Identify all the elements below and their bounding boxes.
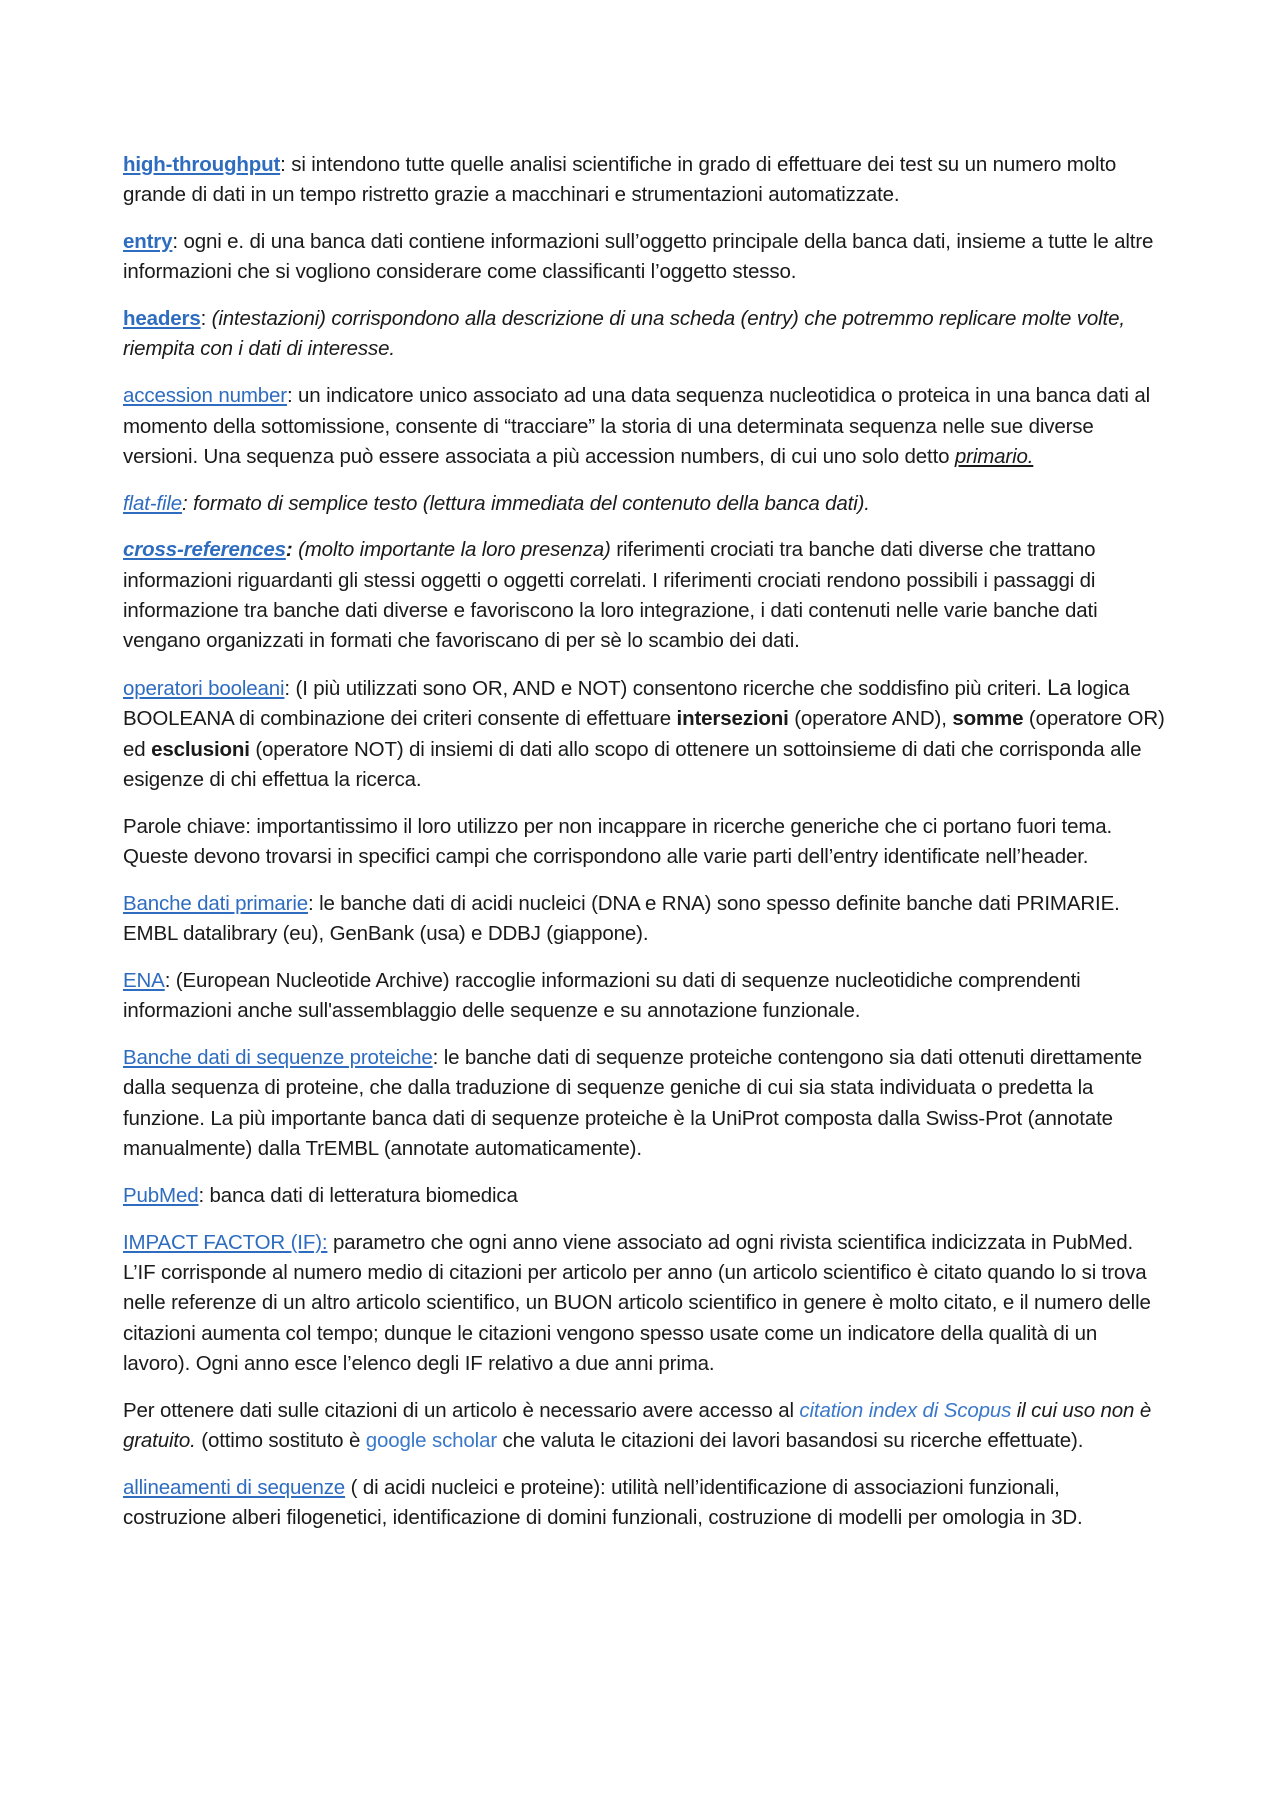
term-cross-references[interactable]: cross-references	[123, 538, 286, 562]
term-flat-file[interactable]: flat-file	[123, 491, 183, 515]
link-google-scholar[interactable]: google scholar	[365, 1428, 498, 1452]
definition-text-3: (operatore AND),	[788, 707, 953, 731]
definition-colon: :	[285, 538, 293, 562]
definition-accession-number	[123, 381, 1168, 472]
link-citation-index-scopus[interactable]: citation index di Scopus	[799, 1398, 1012, 1422]
definition-text-2: logica BOOLEANA di combinazione dei criteri consente di effettuare	[123, 677, 1130, 731]
definition-text-italic: (molto importante la loro presenza)	[292, 538, 611, 562]
document-page	[123, 150, 1168, 1550]
definition-text-1: : (I più utilizzati sono OR, AND e NOT) consentono ricerche che soddisfino più criteri.	[284, 677, 1048, 701]
definition-separator: :	[200, 307, 212, 331]
bold-esclusioni: esclusioni	[151, 737, 250, 761]
definition-text: : (European Nucleotide Archive) raccoglie informazioni su dati di sequenze nucleotidiche comprendenti informazioni anche sull'assemblaggio delle sequenze e su annotazione funzionale.	[123, 969, 1081, 1023]
term-allineamenti[interactable]: allineamenti di sequenze	[123, 1475, 346, 1499]
term-operatori-booleani[interactable]: operatori booleani	[123, 677, 285, 701]
paragraph-text-2: (ottimo sostituto è	[195, 1428, 366, 1452]
definition-text-5: (operatore NOT) di insiemi di dati allo scopo di ottenere un sottoinsieme di dati che corrisponda alle esigenze di chi effettua la ricerca.	[123, 737, 1142, 792]
definition-text: riferimenti crociati tra banche dati diverse che trattano informazioni riguardanti gli stessi oggetti o oggetti correlati. I riferimenti crociati rendono possibili i passaggi di informazione tra banche dati diverse e favoriscono la loro integrazione, i dati contenuti nelle varie banche dati vengano organizzati in formati che favoriscano di per sè lo scambio dei dati.	[123, 538, 1098, 653]
definition-text-italic: (intestazioni) corrispondono alla descrizione di una scheda (entry) che potremmo replicare molte volte, riempita con i dati di interesse.	[123, 307, 1125, 361]
paragraph-text-3: che valuta le citazioni dei lavori basandosi su ricerche effettuate).	[497, 1428, 1084, 1452]
definition-text: parametro che ogni anno viene associato ad ogni rivista scientifica indicizzata in PubMed. L’IF corrisponde al numero medio di citazioni per articolo per anno (un articolo scientifico è citato quando lo si trova nelle referenze di un altro articolo scientifico, un BUON articolo scientifico in genere è molto citato, e il numero delle citazioni aumenta col tempo; dunque le citazioni vengono spesso usate come un indicatore della qualità di un lavoro). Ogni anno esce l’elenco degli IF relativo a due anni prima.	[123, 1230, 1151, 1375]
term-high-throughput[interactable]: high-throughput	[123, 153, 281, 176]
term-banche-primarie[interactable]: Banche dati primarie	[123, 891, 309, 915]
paragraph-text-1: Per ottenere dati sulle citazioni di un articolo è necessario avere accesso al	[123, 1398, 800, 1422]
definition-cross-references	[123, 535, 1168, 656]
paragraph-parole-chiave	[123, 812, 1168, 873]
definition-high-throughput	[123, 150, 1168, 211]
paragraph-text-italic: il cui uso non è gratuito.	[123, 1398, 1152, 1452]
paragraph-text: Parole chiave: importantissimo il loro utilizzo per non incappare in ricerche generiche che ci portano fuori tema. Queste devono trovarsi in specifici campi che corrispondono alle varie parti dell’entry identificate nell’header.	[123, 814, 1113, 869]
term-impact-factor[interactable]: IMPACT FACTOR (IF):	[123, 1230, 328, 1254]
definition-text: : le banche dati di sequenze proteiche contengono sia dati ottenuti direttamente dalla sequenza di proteine, che dalla traduzione di sequenze geniche di cui sia stata individuata o predetta la funzione. La più importante banca dati di sequenze proteiche è la UniProt composta dalla Swiss-Prot (annotate manualmente) dalla TrEMBL (annotate automaticamente).	[123, 1046, 1143, 1161]
definition-text: : le banche dati di acidi nucleici (DNA e RNA) sono spesso definite banche dati PRIMARIE. EMBL datalibrary (eu), GenBank (usa) e DDBJ (giappone).	[123, 891, 1120, 946]
paragraph-citazioni	[123, 1396, 1168, 1457]
emphasis-primario: primario.	[954, 444, 1034, 468]
bold-intersezioni: intersezioni	[676, 707, 789, 731]
definition-ena	[123, 966, 1168, 1027]
term-pubmed[interactable]: PubMed	[123, 1183, 199, 1207]
definition-headers	[123, 304, 1168, 365]
definition-text: : banca dati di letteratura biomedica	[198, 1183, 518, 1207]
term-banche-proteiche[interactable]: Banche dati di sequenze proteiche	[123, 1046, 433, 1070]
definition-operatori-booleani	[123, 673, 1168, 795]
term-ena[interactable]: ENA	[123, 969, 165, 993]
term-headers[interactable]: headers	[123, 307, 201, 331]
definition-allineamenti	[123, 1473, 1168, 1534]
bold-somme: somme	[952, 707, 1024, 731]
definition-banche-primarie	[123, 889, 1168, 950]
term-accession-number[interactable]: accession number	[123, 384, 287, 408]
definition-flat-file	[123, 489, 1168, 519]
term-entry[interactable]: entry	[123, 230, 173, 254]
definition-impact-factor	[123, 1228, 1168, 1379]
definition-banche-proteiche	[123, 1043, 1168, 1164]
definition-pubmed	[123, 1181, 1168, 1211]
definition-text: : si intendono tutte quelle analisi scientifiche in grado di effettuare dei test su un numero molto grande di dati in un tempo ristretto grazie a macchinari e strumentazioni automatizzate.	[123, 153, 1117, 207]
definition-text: : un indicatore unico associato ad una data sequenza nucleotidica o proteica in una banca dati al momento della sottomissione, consente di “tracciare” la storia di una determinata sequenza nelle sue diverse versioni. Una sequenza può essere associata a più accession numbers, di cui uno solo detto	[123, 384, 1150, 468]
definition-text: ( di acidi nucleici e proteine): utilità nell’identificazione di associazioni funzionali, costruzione alberi filogenetici, identificazione di domini funzionali, costruzione di modelli per omologia in 3D.	[123, 1475, 1083, 1529]
definition-text-italic: : formato di semplice testo (lettura immediata del contenuto della banca dati).	[182, 491, 870, 515]
definition-text-la: La	[1047, 675, 1072, 701]
definition-text: : ogni e. di una banca dati contiene informazioni sull’oggetto principale della banca dati, insieme a tutte le altre informazioni che si vogliono considerare come classificanti l’oggetto stesso.	[123, 230, 1154, 284]
definition-entry	[123, 227, 1168, 288]
definition-text-4: (operatore OR) ed	[123, 707, 1165, 761]
